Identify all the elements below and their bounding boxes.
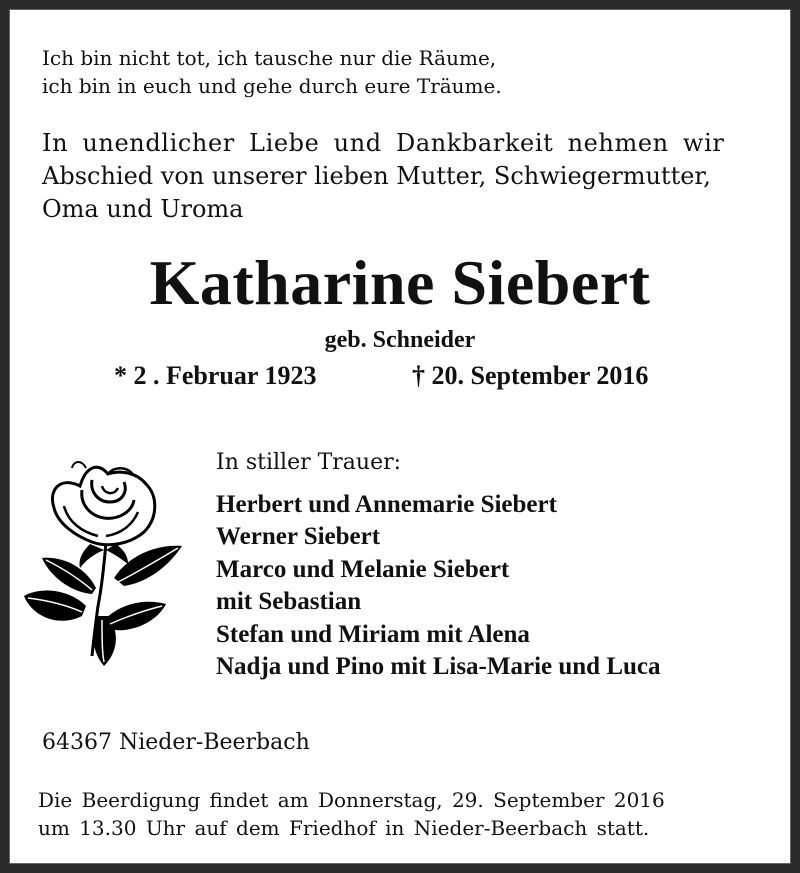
funeral-line-1: Die Beerdigung findet am Donnerstag, 29. September 2016 [38, 788, 665, 812]
funeral-line-2: um 13.30 Uhr auf dem Friedhof in Nieder-Beerbach statt. [38, 816, 650, 840]
mourner-line-4: mit Sebastian [216, 588, 362, 615]
birth-date: * 2 . Februar 1923 [114, 361, 317, 390]
death-date: † 20. September 2016 [412, 361, 649, 390]
mourner-line-3: Marco und Melanie Siebert [216, 556, 510, 583]
intro-line-2: Abschied von unserer lieben Mutter, Schwiegermutter, [42, 162, 711, 190]
mourning-heading: In stiller Trauer: [216, 450, 402, 475]
mourner-line-5: Stefan und Miriam mit Alena [216, 621, 530, 648]
mourner-line-1: Herbert und Annemarie Siebert [216, 491, 557, 518]
mourner-line-6: Nadja und Pino mit Lisa-Marie und Luca [216, 653, 661, 680]
intro-line-1: In unendlicher Liebe und Dankbarkeit nehmen wir [42, 129, 725, 157]
place: 64367 Nieder-Beerbach [42, 730, 310, 755]
motto-line-2: ich bin in euch und gehe durch eure Träume. [42, 74, 502, 98]
motto-line-1: Ich bin nicht tot, ich tausche nur die Räume, [42, 46, 497, 70]
birth-name: geb. Schneider [324, 327, 476, 353]
intro-line-3: Oma und Uroma [42, 195, 244, 223]
rose-icon [20, 456, 186, 668]
mourner-line-2: Werner Siebert [216, 523, 381, 550]
deceased-name: Katharine Siebert [149, 247, 651, 318]
